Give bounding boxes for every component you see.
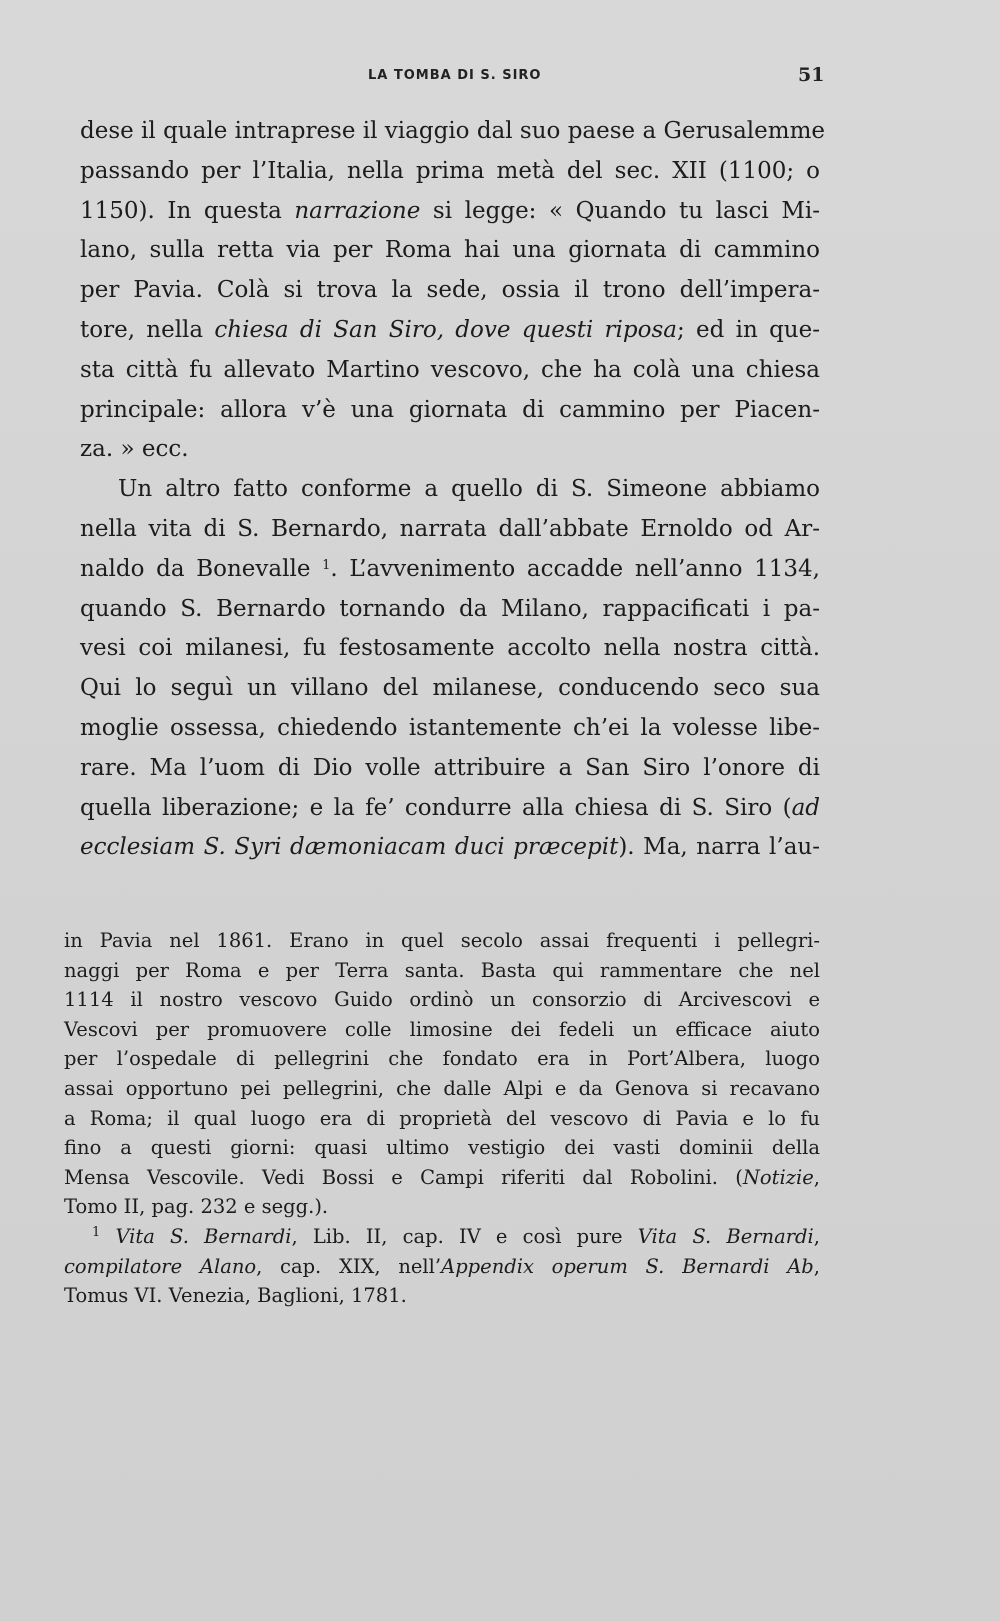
footnote-line: Tomus VI. Venezia, Baglioni, 1781. [64,1284,407,1308]
text-line: quella liberazione; e la fe’ condurre alla chiesa di S. Siro (ad [80,794,820,821]
text-line: tore, nella chiesa di San Siro, dove questi riposa; ed in que- [80,316,820,343]
italic-term: narrazione [294,197,421,224]
footnote-line: naggi per Roma e per Terra santa. Basta qui rammentare che nel [64,958,820,982]
italic-latin: ecclesiam S. Syri dæmoniacam duci præcepit [80,834,619,861]
italic-title: Vita S. Bernardi [115,1224,292,1248]
footnote-line: a Roma; il qual luogo era di proprietà del vescovo di Pavia e lo fu [64,1106,820,1130]
italic-quote: chiesa di San Siro, dove questi riposa [214,316,677,343]
italic-latin: ad [791,794,820,821]
text-line: 1150). In questa narrazione si legge: « Quando tu lasci Mi- [80,197,820,224]
italic-title: compilatore Alano [64,1254,257,1278]
text-line: lano, sulla retta via per Roma hai una giornata di cammino [80,237,820,264]
text-line: principale: allora v’è una giornata di cammino per Piacen- [80,396,820,423]
text-line: passando per l’Italia, nella prima metà del sec. XII (1100; o [80,157,820,184]
footnote-line: Vescovi per promuovere colle limosine dei fedeli un efficace aiuto [64,1017,820,1041]
paragraph-start-line: Un altro fatto conforme a quello di S. Simeone abbiamo [118,476,820,503]
text-line: za. » ecc. [80,436,189,463]
italic-title: Appendix operum S. Bernardi Ab [441,1254,814,1278]
text-line: Qui lo seguì un villano del milanese, conducendo seco sua [80,675,820,702]
text-line: vesi coi milanesi, fu festosamente accolto nella nostra città. [80,635,820,662]
main-text [80,112,826,868]
text-line: ecclesiam S. Syri dæmoniacam duci præcepit). Ma, narra l’au- [80,834,820,861]
footnote-line: compilatore Alano, cap. XIX, nell’Appendix operum S. Bernardi Ab, [64,1254,820,1278]
running-head: LA TOMBA DI S. SIRO [368,68,542,83]
text-line: naldo da Bonevalle $^1$. L’avvenimento accadde nell’anno 1134, [80,555,820,582]
page-number: 51 [798,64,825,86]
text-line: dese il quale intraprese il viaggio dal suo paese a Gerusalemme [80,118,826,144]
footnote-line: in Pavia nel 1861. Erano in quel secolo assai frequenti i pellegri- [64,929,820,952]
footnotes [64,926,820,1311]
footnote-line: assai opportuno pei pellegrini, che dalle Alpi e da Genova si recavano [64,1076,820,1100]
footnote-line: Tomo II, pag. 232 e segg.). [64,1195,329,1219]
italic-title: Vita S. Bernardi [637,1224,814,1248]
text-line: quando S. Bernardo tornando da Milano, rappacificati i pa- [80,595,820,622]
footnote-line: per l’ospedale di pellegrini che fondato era in Port’Albera, luogo [64,1047,820,1071]
text-line: sta città fu allevato Martino vescovo, che ha colà una chiesa [80,356,820,383]
text-line: per Pavia. Colà si trova la sede, ossia il trono dell’impera- [80,277,820,304]
text-line: nella vita di S. Bernardo, narrata dall’abbate Ernoldo od Ar- [80,515,820,542]
footnote-number: 1 [92,1224,101,1240]
footnote-line: fino a questi giorni: quasi ultimo vestigio dei vasti dominii della [64,1136,820,1160]
italic-title: Notizie [742,1165,814,1189]
page-header [0,64,1000,94]
footnote-marker: 1 [322,557,331,573]
text-line: moglie ossessa, chiedendo istantemente ch’ei la volesse libe- [80,714,820,741]
footnote-line: 1114 il nostro vescovo Guido ordinò un consorzio di Arcivescovi e [64,988,820,1012]
footnote-line: Mensa Vescovile. Vedi Bossi e Campi riferiti dal Robolini. (Notizie, [64,1165,820,1189]
footnote-start-line: $^1$ Vita S. Bernardi, Lib. II, cap. IV e così pure Vita S. Bernardi, [92,1224,820,1248]
text-line: rare. Ma l’uom di Dio volle attribuire a San Siro l’onore di [80,754,820,781]
